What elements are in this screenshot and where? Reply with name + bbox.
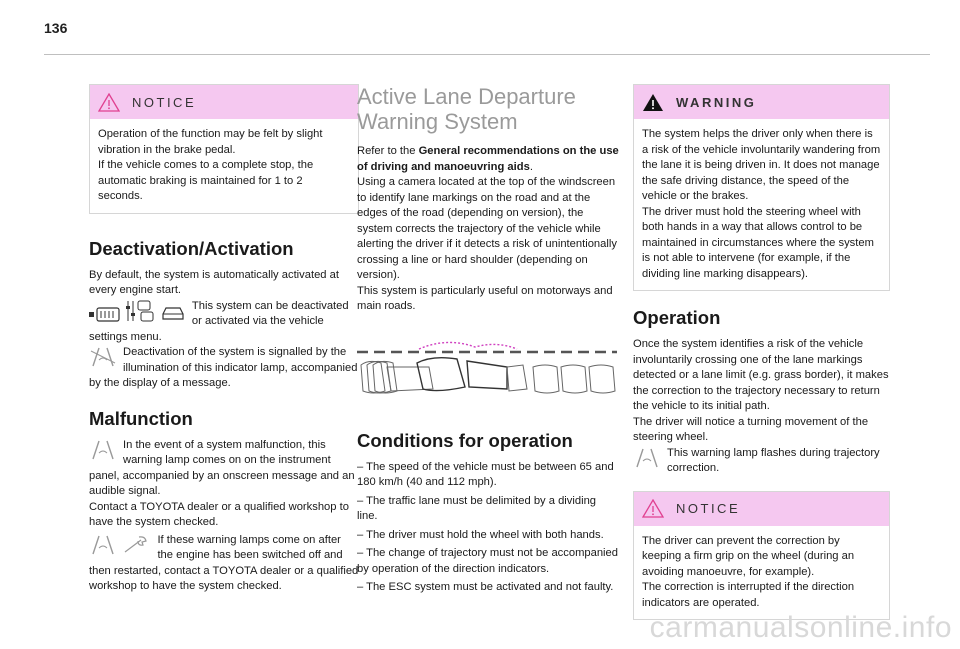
malfunction-heading: Malfunction [89, 407, 193, 429]
warning-box [633, 84, 890, 291]
operation-text-2: The driver will notice a turning movement of the steering wheel. [633, 415, 869, 443]
page-number: 136 [44, 20, 68, 36]
notice-box-2 [633, 491, 890, 621]
deactivation-lamp-text: Deactivation of the system is signalled by the illumination of this indicator lamp, accompanied by the display of a message. [89, 346, 358, 389]
list-item: – The speed of the vehicle must be between 65 and 180 km/h (40 and 112 mph). [357, 460, 614, 488]
operation-lamp-text: This warning lamp flashes during trajectory correction. [667, 446, 880, 474]
settings-text: This system can be deactivated or activated via the vehicle settings menu. [89, 299, 349, 343]
lane-correction-lamp-icon [633, 447, 661, 469]
notice-label-2: NOTICE [676, 501, 741, 516]
lane-warning-lamp-icon [89, 439, 117, 461]
sliders-icon [125, 300, 155, 322]
caution-triangle-icon [98, 93, 120, 112]
caution-triangle-icon [642, 499, 664, 518]
malfunction-text-2: Contact a TOYOTA dealer or a qualified workshop to have the system checked. [89, 500, 349, 528]
malfunction-text-3: If these warning lamps come on after the engine has been switched off and then restarted, contact a TOYOTA dealer or a qualified workshop to have the system checked. [89, 533, 359, 592]
notice-box [89, 84, 359, 214]
malfunction-text-1: In the event of a system malfunction, this warning lamp comes on on the instrument panel, accompanied by an onscreen message and an audible signal. [89, 438, 355, 497]
deactivation-intro: By default, the system is automatically activated at every engine start. [89, 268, 339, 296]
list-item: – The driver must hold the wheel with both hands. [357, 528, 604, 541]
lane-departure-illustration [357, 337, 619, 406]
list-item: – The traffic lane must be delimited by a dividing line. [357, 494, 597, 522]
operation-text-1: Once the system identifies a risk of the vehicle involuntarily crossing one of the lane markings detected or a lane limit (e.g. grass border), it makes the correction to the trajectory necessary to return the vehicle to its initial path. [633, 338, 889, 412]
refer-text: Refer to the General recommendations on the use of driving and manoeuvring aids. [357, 145, 619, 173]
watermark: carmanualsonline.info [649, 611, 952, 644]
section-title: Active Lane Departure Warning System [357, 84, 576, 134]
lane-assist-off-lamp-icon [89, 346, 117, 368]
conditions-heading: Conditions for operation [357, 429, 573, 451]
column-left [89, 84, 359, 595]
body-text-1: Using a camera located at the top of the windscreen to identify lane markings on the road and at the edges of the road (depending on version), the system corrects the trajectory of the vehicle while alerting the driver if it detects a risk of unintentionally crossing a line or hard shoulder (depending on version). [357, 176, 617, 281]
warning-text-1: The system helps the driver only when there is a risk of the vehicle involuntarily wandering from the lane it is being driven in. It does not manage the safe driving distance, the speed of the vehicle or the brakes. [642, 128, 881, 202]
warning-text-2: The driver must hold the steering wheel with both hands in a way that allows control to be maintained in circumstances where the system is not able to intervene (for example, if the dividing line marking disappears). [642, 205, 874, 280]
column-right [633, 84, 890, 636]
vehicle-settings-icon [89, 306, 121, 322]
car-icon [160, 304, 186, 322]
warning-triangle-icon [642, 93, 664, 112]
refer-link: General recommendations on the use of driving and manoeuvring aids [357, 145, 619, 173]
top-rule [44, 54, 930, 55]
wrench-icon [121, 534, 151, 556]
body-text-2: This system is particularly useful on motorways and main roads. [357, 284, 613, 312]
notice-text-2a: The driver can prevent the correction by keeping a firm grip on the wheel (during an avoiding manoeuvre, for example). [642, 534, 855, 578]
deactivation-heading: Deactivation/Activation [89, 237, 294, 259]
lane-lamp-icon [89, 534, 117, 556]
warning-label: WARNING [676, 94, 757, 110]
column-middle [357, 84, 619, 599]
notice-text-2b: The correction is interrupted if the direction indicators are operated. [642, 581, 855, 609]
operation-heading: Operation [633, 307, 721, 328]
notice-text: Operation of the function may be felt by slight vibration in the brake pedal. If the vehicle comes to a complete stop, the automatic braking is maintained for 1 to 2 seconds. [98, 128, 323, 202]
settings-icons [89, 300, 186, 327]
conditions-list [357, 460, 619, 596]
list-item: – The change of trajectory must not be accompanied by operation of the direction indicators. [357, 547, 618, 575]
notice-label: NOTICE [132, 94, 197, 110]
list-item: – The ESC system must be activated and not faulty. [357, 581, 614, 593]
